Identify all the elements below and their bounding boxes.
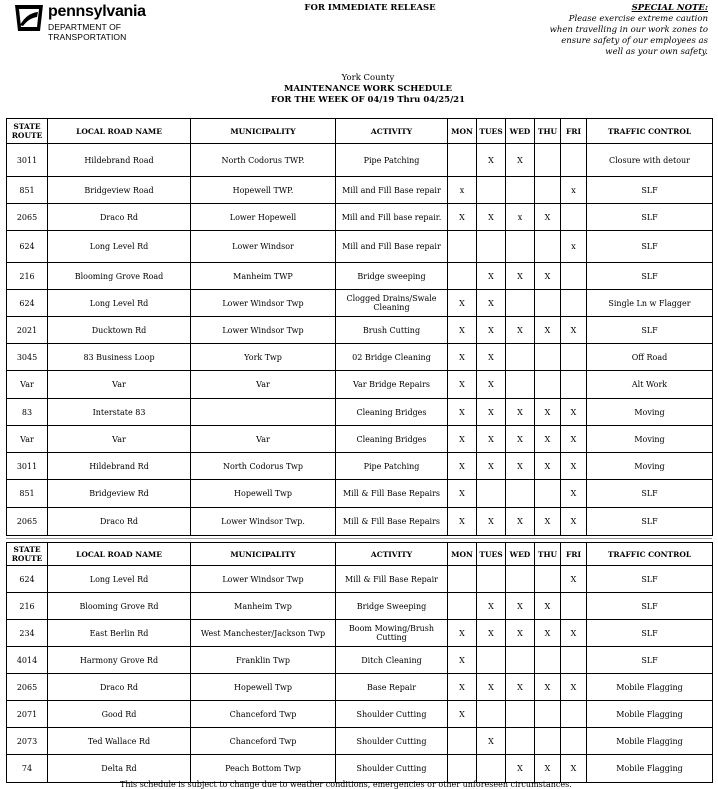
cell-wed: X [506,144,535,177]
cell-municipality: Manheim TWP [191,263,336,290]
cell-traffic-control: Closure with detour [587,144,713,177]
cell-tues [477,701,506,728]
cell-municipality: North Codorus TWP. [191,144,336,177]
cell-state-route: 2071 [7,701,48,728]
cell-local-road-name: Good Rd [48,701,191,728]
cell-state-route: 234 [7,620,48,647]
cell-municipality: Hopewell Twp [191,674,336,701]
table-header-row [7,119,713,144]
cell-thu: X [535,426,561,453]
cell-wed [506,480,535,508]
column-header-mon: MON [448,543,477,566]
cell-thu [535,371,561,399]
cell-activity: Mill and Fill Base repair [336,177,448,204]
cell-local-road-name: Ted Wallace Rd [48,728,191,755]
cell-thu: X [535,508,561,536]
cell-thu: X [535,399,561,426]
column-header-fri: FRI [561,119,587,144]
cell-mon: X [448,344,477,371]
cell-thu: X [535,620,561,647]
table-row [7,566,713,593]
cell-wed [506,647,535,674]
special-note [508,3,708,58]
cell-local-road-name: 83 Business Loop [48,344,191,371]
table-row [7,480,713,508]
cell-fri [561,263,587,290]
cell-wed [506,290,535,317]
cell-activity: Mill & Fill Base Repairs [336,480,448,508]
cell-mon: X [448,480,477,508]
cell-local-road-name: Draco Rd [48,674,191,701]
cell-mon: X [448,426,477,453]
cell-tues [477,177,506,204]
cell-state-route: 2065 [7,674,48,701]
table-row [7,426,713,453]
table-row [7,290,713,317]
cell-fri: X [561,399,587,426]
cell-municipality: Chanceford Twp [191,701,336,728]
column-header-traffic-control: TRAFFIC CONTROL [587,119,713,144]
penndot-logo [13,3,173,42]
cell-local-road-name: Draco Rd [48,204,191,231]
cell-municipality: North Codorus Twp [191,453,336,480]
cell-wed: X [506,426,535,453]
cell-local-road-name: Long Level Rd [48,231,191,263]
cell-wed: X [506,755,535,783]
cell-tues: X [477,263,506,290]
schedule-week: FOR THE WEEK OF 04/19 Thru 04/25/21 [270,95,466,105]
cell-wed [506,231,535,263]
cell-fri [561,371,587,399]
cell-mon: X [448,701,477,728]
cell-local-road-name: Delta Rd [48,755,191,783]
cell-mon: X [448,204,477,231]
cell-local-road-name: Bridgeview Rd [48,480,191,508]
cell-activity: Cleaning Bridges [336,399,448,426]
cell-mon [448,566,477,593]
special-note-title: SPECIAL NOTE: [631,3,708,13]
cell-activity: Shoulder Cutting [336,701,448,728]
table-row [7,508,713,536]
cell-local-road-name: Draco Rd [48,508,191,536]
cell-wed: x [506,204,535,231]
cell-local-road-name: Interstate 83 [48,399,191,426]
cell-traffic-control: SLF [587,620,713,647]
cell-state-route: 2065 [7,204,48,231]
cell-tues: X [477,399,506,426]
column-header-state-route: STATE ROUTE [7,543,48,566]
cell-traffic-control: Alt Work [587,371,713,399]
cell-activity: Pipe Patching [336,144,448,177]
cell-traffic-control: Moving [587,399,713,426]
cell-fri: X [561,453,587,480]
cell-tues [477,647,506,674]
cell-mon [448,144,477,177]
column-header-municipality: MUNICIPALITY [191,543,336,566]
cell-traffic-control: Mobile Flagging [587,701,713,728]
column-header-mon: MON [448,119,477,144]
cell-wed: X [506,453,535,480]
cell-traffic-control: SLF [587,566,713,593]
cell-municipality: Lower Windsor Twp [191,290,336,317]
cell-tues: X [477,204,506,231]
cell-thu [535,177,561,204]
cell-fri: X [561,426,587,453]
cell-fri [561,728,587,755]
column-header-tues: TUES [477,119,506,144]
cell-state-route: 3011 [7,144,48,177]
cell-local-road-name: Harmony Grove Rd [48,647,191,674]
cell-tues [477,566,506,593]
logo-wordmark: pennsylvania [48,3,146,20]
cell-municipality: Manheim Twp [191,593,336,620]
table-row [7,231,713,263]
table-row [7,399,713,426]
cell-traffic-control: SLF [587,263,713,290]
table-row [7,144,713,177]
cell-wed [506,701,535,728]
table-row [7,263,713,290]
table-row [7,701,713,728]
cell-state-route: 2073 [7,728,48,755]
cell-municipality: York Twp [191,344,336,371]
cell-thu: X [535,263,561,290]
column-header-tues: TUES [477,543,506,566]
cell-mon: x [448,177,477,204]
cell-activity: Boom Mowing/Brush Cutting [336,620,448,647]
table-row [7,755,713,783]
column-header-state-route: STATE ROUTE [7,119,48,144]
cell-municipality [191,399,336,426]
column-header-activity: ACTIVITY [336,119,448,144]
work-schedule-table-2 [6,542,713,783]
cell-thu [535,290,561,317]
cell-state-route: 624 [7,290,48,317]
cell-mon: X [448,453,477,480]
cell-mon: X [448,647,477,674]
cell-local-road-name: Var [48,426,191,453]
cell-state-route: 851 [7,177,48,204]
schedule-title: MAINTENANCE WORK SCHEDULE [284,84,452,94]
special-note-line: when travelling in our work zones to [549,25,708,35]
cell-activity: Cleaning Bridges [336,426,448,453]
cell-fri [561,593,587,620]
table-row [7,177,713,204]
cell-municipality: Lower Hopewell [191,204,336,231]
cell-traffic-control: Single Ln w Flagger [587,290,713,317]
cell-mon: X [448,508,477,536]
cell-thu: X [535,453,561,480]
cell-fri [561,647,587,674]
cell-state-route: 2065 [7,508,48,536]
schedule-heading [218,73,518,106]
cell-wed [506,177,535,204]
cell-fri: X [561,480,587,508]
cell-tues: X [477,453,506,480]
cell-state-route: 83 [7,399,48,426]
cell-fri: X [561,620,587,647]
cell-state-route: 624 [7,566,48,593]
cell-fri: X [561,674,587,701]
cell-mon [448,593,477,620]
cell-state-route: Var [7,371,48,399]
cell-activity: Shoulder Cutting [336,728,448,755]
cell-traffic-control: SLF [587,177,713,204]
cell-wed: X [506,674,535,701]
cell-thu [535,728,561,755]
cell-activity: Mill and Fill Base repair [336,231,448,263]
cell-mon: X [448,290,477,317]
cell-state-route: 2021 [7,317,48,344]
cell-activity: Clogged Drains/Swale Cleaning [336,290,448,317]
cell-state-route: 216 [7,263,48,290]
cell-thu: X [535,674,561,701]
cell-municipality: Lower Windsor [191,231,336,263]
cell-mon [448,263,477,290]
cell-local-road-name: Var [48,371,191,399]
cell-state-route: Var [7,426,48,453]
release-label: FOR IMMEDIATE RELEASE [304,3,436,13]
cell-tues: X [477,344,506,371]
cell-tues [477,480,506,508]
cell-fri: x [561,231,587,263]
cell-mon: X [448,317,477,344]
cell-activity: Mill & Fill Base Repairs [336,508,448,536]
cell-tues: X [477,144,506,177]
cell-thu: X [535,593,561,620]
cell-state-route: 851 [7,480,48,508]
cell-fri [561,144,587,177]
cell-local-road-name: Bridgeview Road [48,177,191,204]
cell-wed: X [506,620,535,647]
cell-thu [535,566,561,593]
cell-traffic-control: SLF [587,480,713,508]
cell-state-route: 624 [7,231,48,263]
cell-wed [506,566,535,593]
table-row [7,674,713,701]
cell-municipality: Franklin Twp [191,647,336,674]
column-header-activity: ACTIVITY [336,543,448,566]
cell-thu [535,144,561,177]
cell-local-road-name: Blooming Grove Rd [48,593,191,620]
cell-fri: X [561,755,587,783]
cell-mon [448,728,477,755]
cell-thu: X [535,204,561,231]
table-row [7,453,713,480]
column-header-traffic-control: TRAFFIC CONTROL [587,543,713,566]
cell-state-route: 216 [7,593,48,620]
cell-state-route: 3011 [7,453,48,480]
cell-tues: X [477,508,506,536]
cell-activity: Mill and Fill base repair. [336,204,448,231]
cell-local-road-name: Long Level Rd [48,566,191,593]
cell-thu: X [535,755,561,783]
cell-municipality: West Manchester/Jackson Twp [191,620,336,647]
cell-tues: X [477,593,506,620]
cell-thu [535,231,561,263]
cell-traffic-control: SLF [587,508,713,536]
cell-tues: X [477,290,506,317]
cell-traffic-control: SLF [587,231,713,263]
cell-traffic-control: Mobile Flagging [587,755,713,783]
cell-local-road-name: Ducktown Rd [48,317,191,344]
cell-local-road-name: East Berlin Rd [48,620,191,647]
special-note-line: ensure safety of our employees as [561,36,708,46]
cell-fri: x [561,177,587,204]
table-header-row [7,543,713,566]
cell-tues: X [477,674,506,701]
cell-local-road-name: Hildebrand Road [48,144,191,177]
cell-fri: X [561,317,587,344]
cell-mon: X [448,674,477,701]
cell-wed [506,371,535,399]
cell-mon: X [448,399,477,426]
cell-activity: Shoulder Cutting [336,755,448,783]
cell-traffic-control: Off Road [587,344,713,371]
cell-wed: X [506,508,535,536]
cell-thu [535,480,561,508]
cell-municipality: Var [191,426,336,453]
cell-local-road-name: Long Level Rd [48,290,191,317]
cell-activity: 02 Bridge Cleaning [336,344,448,371]
cell-fri: X [561,566,587,593]
table-row [7,371,713,399]
cell-municipality: Hopewell TWP. [191,177,336,204]
cell-traffic-control: SLF [587,593,713,620]
cell-thu [535,647,561,674]
cell-tues: X [477,620,506,647]
cell-mon: X [448,620,477,647]
cell-activity: Bridge Sweeping [336,593,448,620]
cell-activity: Brush Cutting [336,317,448,344]
cell-fri [561,344,587,371]
column-header-local-road-name: LOCAL ROAD NAME [48,543,191,566]
cell-mon: X [448,371,477,399]
cell-tues: X [477,317,506,344]
cell-state-route: 74 [7,755,48,783]
keystone-logo-icon [13,3,45,33]
cell-municipality: Var [191,371,336,399]
cell-local-road-name: Blooming Grove Road [48,263,191,290]
column-header-municipality: MUNICIPALITY [191,119,336,144]
column-header-wed: WED [506,119,535,144]
cell-traffic-control: SLF [587,317,713,344]
cell-tues [477,231,506,263]
cell-thu [535,701,561,728]
column-header-thu: THU [535,119,561,144]
cell-municipality: Lower Windsor Twp [191,317,336,344]
county-name: York County [341,73,395,83]
table-row [7,204,713,231]
column-header-fri: FRI [561,543,587,566]
column-header-local-road-name: LOCAL ROAD NAME [48,119,191,144]
cell-activity: Pipe Patching [336,453,448,480]
cell-activity: Bridge sweeping [336,263,448,290]
work-schedule-table-1 [6,118,713,536]
cell-traffic-control: SLF [587,204,713,231]
cell-traffic-control: SLF [587,647,713,674]
cell-thu: X [535,317,561,344]
cell-activity: Var Bridge Repairs [336,371,448,399]
cell-traffic-control: Moving [587,426,713,453]
cell-state-route: 3045 [7,344,48,371]
cell-municipality: Chanceford Twp [191,728,336,755]
table-row [7,620,713,647]
footer-note: This schedule is subject to change due to weather conditions, emergencies or other unforeseen circumstances. [120,780,572,789]
special-note-line: Please exercise extreme caution [568,14,708,24]
table-row [7,728,713,755]
table-row [7,344,713,371]
cell-activity: Mill & Fill Base Repair [336,566,448,593]
cell-traffic-control: Mobile Flagging [587,674,713,701]
cell-municipality: Lower Windsor Twp. [191,508,336,536]
cell-wed [506,344,535,371]
column-header-wed: WED [506,543,535,566]
cell-tues: X [477,728,506,755]
cell-wed: X [506,593,535,620]
cell-mon [448,231,477,263]
cell-fri [561,290,587,317]
cell-traffic-control: Moving [587,453,713,480]
logo-department: DEPARTMENT OF TRANSPORTATION [48,22,127,42]
special-note-line: well as your own safety. [605,47,708,57]
cell-municipality: Peach Bottom Twp [191,755,336,783]
cell-municipality: Lower Windsor Twp [191,566,336,593]
cell-fri [561,204,587,231]
cell-mon [448,755,477,783]
cell-fri [561,701,587,728]
cell-activity: Ditch Cleaning [336,647,448,674]
cell-tues: X [477,371,506,399]
cell-wed: X [506,317,535,344]
cell-tues: X [477,426,506,453]
cell-traffic-control: Mobile Flagging [587,728,713,755]
table-row [7,593,713,620]
cell-activity: Base Repair [336,674,448,701]
cell-wed: X [506,399,535,426]
table-divider [6,538,712,539]
cell-wed: X [506,263,535,290]
column-header-thu: THU [535,543,561,566]
table-row [7,317,713,344]
cell-tues [477,755,506,783]
cell-municipality: Hopewell Twp [191,480,336,508]
table-row [7,647,713,674]
cell-state-route: 4014 [7,647,48,674]
cell-local-road-name: Hildebrand Rd [48,453,191,480]
cell-fri: X [561,508,587,536]
cell-thu [535,344,561,371]
cell-wed [506,728,535,755]
